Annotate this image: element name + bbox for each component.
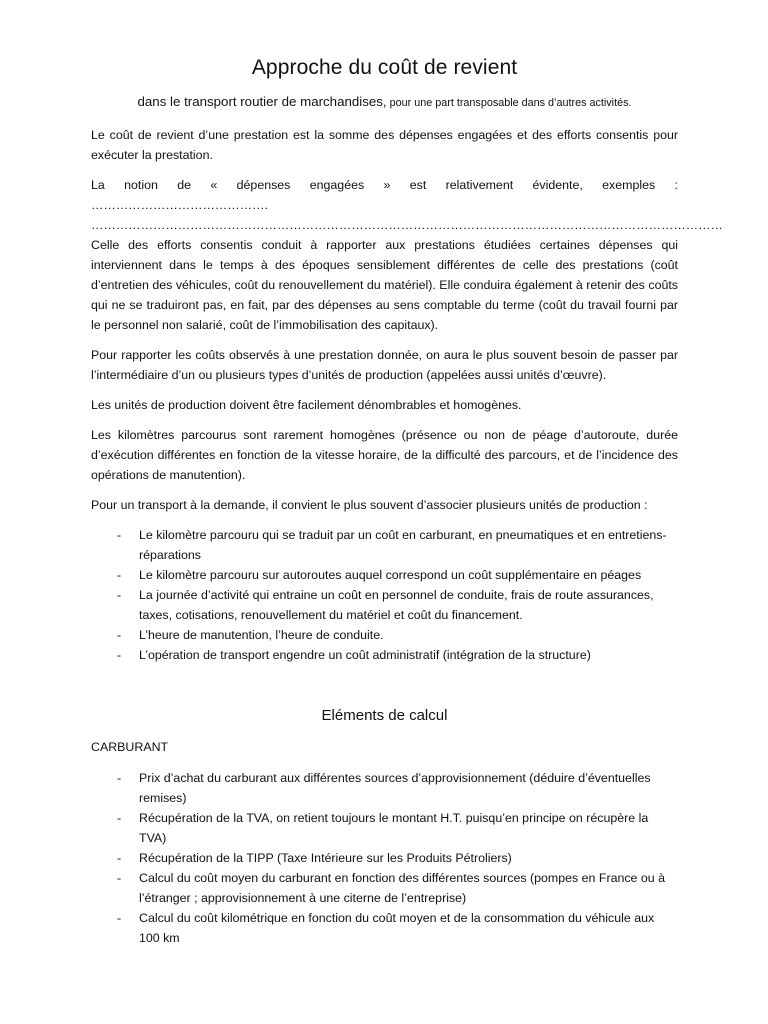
carburant-list bbox=[91, 768, 678, 948]
list-bullet: - bbox=[117, 811, 122, 825]
list-bullet: - bbox=[117, 911, 122, 925]
list-bullet: - bbox=[117, 771, 122, 785]
paragraph-transport-demande: Pour un transport à la demande, il convient le plus souvent d’associer plusieurs unités de production : bbox=[91, 498, 648, 512]
list-item bbox=[91, 565, 678, 585]
carburant-label: CARBURANT bbox=[91, 740, 169, 754]
list-bullet: - bbox=[117, 648, 122, 662]
list-item-text: Récupération de la TIPP (Taxe Intérieure sur les Produits Pétroliers) bbox=[139, 851, 512, 865]
paragraph-depenses: La notion de « dépenses engagées » est relativement évidente, exemples : ……………………………………. ……………………………………………………………………………………………………………………………………… bbox=[91, 178, 723, 232]
list-item bbox=[91, 848, 678, 868]
subtitle-rest: pour une part transposable dans d’autres activités. bbox=[386, 97, 632, 109]
paragraph-kilometres: Les kilomètres parcourus sont rarement homogènes (présence ou non de péage d’autoroute, durée d’exécution différentes en fonction de la vitesse horaire, de la difficulté des parcours, et de l’incidence des opérations de manutention). bbox=[91, 428, 678, 482]
list-bullet: - bbox=[117, 588, 122, 602]
list-bullet: - bbox=[117, 528, 122, 542]
list-item-text: La journée d’activité qui entraine un coût en personnel de conduite, frais de route assurances, taxes, cotisations, renouvellement du matériel et coût du financement. bbox=[139, 588, 654, 622]
list-item bbox=[91, 625, 678, 645]
document-subtitle bbox=[91, 94, 678, 109]
paragraph-unites: Pour rapporter les coûts observés à une prestation donnée, on aura le plus souvent besoin de passer par l’intermédiaire d’un ou plusieurs types d’unités de production (appelées aussi unités d’œuvre). bbox=[91, 348, 678, 382]
list-item-text: L’opération de transport engendre un coût administratif (intégration de la structure) bbox=[139, 648, 591, 662]
list-item-text: Prix d’achat du carburant aux différentes sources d’approvisionnement (déduire d’éventuelles remises) bbox=[139, 771, 651, 805]
list-bullet: - bbox=[117, 628, 122, 642]
list-item bbox=[91, 808, 678, 848]
list-item-text: Le kilomètre parcouru qui se traduit par un coût en carburant, en pneumatiques et en entretiens-réparations bbox=[139, 528, 667, 562]
list-item-text: Le kilomètre parcouru sur autoroutes auquel correspond un coût supplémentaire en péages bbox=[139, 568, 642, 582]
subtitle-main: dans le transport routier de marchandises, bbox=[137, 94, 387, 109]
document-title: Approche du coût de revient bbox=[251, 56, 518, 79]
list-item bbox=[91, 585, 678, 625]
list-item bbox=[91, 768, 678, 808]
list-bullet: - bbox=[117, 568, 122, 582]
list-bullet: - bbox=[117, 851, 122, 865]
list-bullet: - bbox=[117, 871, 122, 885]
list-item bbox=[91, 525, 678, 565]
list-item-text: Calcul du coût moyen du carburant en fonction des différentes sources (pompes en France ou à l’étranger ; approvisionnement à une citerne de l’entreprise) bbox=[139, 871, 665, 905]
units-list bbox=[91, 525, 678, 665]
list-item bbox=[91, 645, 678, 665]
list-item-text: L’heure de manutention, l’heure de conduite. bbox=[139, 628, 384, 642]
list-item bbox=[91, 908, 678, 948]
section-title: Eléments de calcul bbox=[321, 707, 448, 724]
paragraph-homogenes: Les unités de production doivent être facilement dénombrables et homogènes. bbox=[91, 398, 522, 412]
paragraph-definition: Le coût de revient d’une prestation est la somme des dépenses engagées et des efforts consentis pour exécuter la prestation. bbox=[91, 128, 678, 162]
paragraph-efforts: Celle des efforts consentis conduit à rapporter aux prestations étudiées certaines dépenses qui interviennent dans le temps à des époques sensiblement différentes de celle des prestations (coût d’entretien des véhicules, coût du renouvellement du matériel). Elle conduira également à retenir des coûts qui ne se traduiront pas, en fait, par des dépenses au sens comptable du terme (coût du travail fourni par le personnel non salarié, coût de l’immobilisation des capitaux). bbox=[91, 238, 678, 332]
list-item bbox=[91, 868, 678, 908]
list-item-text: Récupération de la TVA, on retient toujours le montant H.T. puisqu’en principe on récupère la TVA) bbox=[139, 811, 649, 845]
list-item-text: Calcul du coût kilométrique en fonction du coût moyen et de la consommation du véhicule aux 100 km bbox=[139, 911, 655, 945]
